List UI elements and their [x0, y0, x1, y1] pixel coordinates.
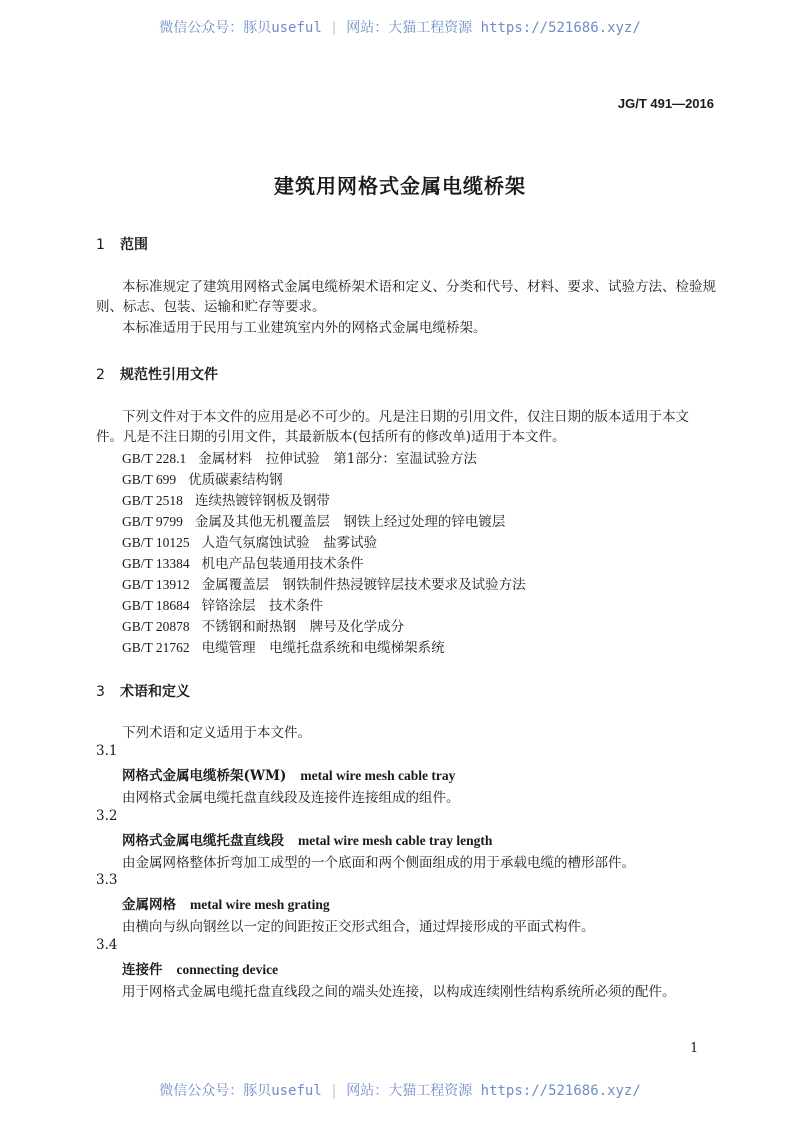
reference-item	[122, 468, 283, 488]
watermark-bottom	[0, 1080, 800, 1100]
term-en: metal wire mesh cable tray	[300, 768, 456, 783]
section-title: 规范性引用文件	[120, 367, 218, 383]
reference-code: GB/T 2518	[122, 493, 183, 508]
watermark-separator: |	[329, 1083, 339, 1099]
watermark-link[interactable]: 网站：大猫工程资源 https://521686.xyz/	[346, 20, 641, 36]
reference-title: 电缆管理 电缆托盘系统和电缆梯架系统	[201, 640, 445, 656]
reference-title: 机电产品包装通用技术条件	[201, 556, 364, 572]
paragraph-line: 则、标志、包装、运输和贮存等要求。	[96, 299, 326, 315]
reference-title: 锌铬涂层 技术条件	[201, 598, 324, 614]
watermark-text: 微信公众号：豚贝useful	[159, 20, 322, 36]
reference-title: 金属材料 拉伸试验 第1部分：室温试验方法	[198, 451, 477, 467]
term-definition: 由横向与纵向钢丝以一定的间距按正交形式组合，通过焊接形成的平面式构件。	[122, 919, 595, 935]
reference-title: 不锈钢和耐热钢 牌号及化学成分	[201, 619, 405, 635]
term-heading	[122, 764, 455, 784]
term-zh: 连接件	[122, 961, 163, 978]
reference-item	[122, 636, 445, 656]
reference-title: 金属覆盖层 钢铁制件热浸镀锌层技术要求及试验方法	[201, 577, 526, 593]
document-title: 建筑用网格式金属电缆桥架	[274, 174, 526, 198]
reference-code: GB/T 21762	[122, 640, 190, 655]
term-zh: 网格式金属电缆托盘直线段	[122, 832, 284, 849]
term-zh: 网格式金属电缆桥架(WM)	[122, 768, 287, 784]
reference-title: 人造气氛腐蚀试验 盐雾试验	[201, 535, 378, 551]
section-number: 3	[96, 684, 105, 700]
reference-code: GB/T 699	[122, 472, 177, 487]
term-definition: 由网格式金属电缆托盘直线段及连接件连接组成的组件。	[122, 790, 460, 806]
term-definition: 由金属网格整体折弯加工成型的一个底面和两个侧面组成的用于承载电缆的槽形部件。	[122, 854, 635, 871]
reference-code: GB/T 20878	[122, 619, 190, 634]
paragraph-line: 本标准适用于民用与工业建筑室内外的网格式金属电缆桥架。	[122, 320, 487, 336]
reference-title: 金属及其他无机覆盖层 钢铁上经过处理的锌电镀层	[194, 514, 506, 530]
term-number: 3.1	[96, 743, 118, 759]
term-en: metal wire mesh grating	[190, 897, 330, 912]
reference-item	[122, 510, 505, 530]
term-heading	[122, 893, 330, 913]
section-2-heading	[96, 364, 218, 384]
reference-title: 优质碳素结构钢	[188, 472, 283, 488]
reference-item	[122, 552, 364, 572]
watermark-link[interactable]: 网站：大猫工程资源 https://521686.xyz/	[346, 1083, 641, 1099]
reference-code: GB/T 18684	[122, 598, 190, 613]
reference-code: GB/T 13912	[122, 577, 190, 592]
standard-code: JG/T 491—2016	[617, 96, 714, 111]
reference-item	[122, 489, 330, 509]
reference-item	[122, 573, 526, 593]
term-definition: 用于网格式金属电缆托盘直线段之间的端头处连接，以构成连续刚性结构系统所必须的配件。	[122, 983, 676, 1000]
term-number: 3.2	[96, 807, 118, 824]
watermark-text: 微信公众号：豚贝useful	[159, 1083, 322, 1099]
page-number: 1	[690, 1041, 699, 1056]
reference-item	[122, 594, 323, 614]
paragraph-line: 本标准规定了建筑用网格式金属电缆桥架术语和定义、分类和代号、材料、要求、试验方法、检验规	[122, 279, 716, 295]
reference-code: GB/T 10125	[122, 535, 190, 550]
term-heading	[122, 958, 278, 978]
reference-item	[122, 615, 404, 635]
section-title: 范围	[120, 237, 148, 253]
term-en: connecting device	[176, 961, 279, 977]
paragraph-line: 下列文件对于本文件的应用是必不可少的。凡是注日期的引用文件，仅注日期的版本适用于本文	[122, 409, 689, 425]
term-en: metal wire mesh cable tray length	[298, 832, 493, 848]
reference-title: 连续热镀锌钢板及钢带	[194, 493, 330, 509]
watermark-separator: |	[329, 20, 339, 36]
section-1-heading	[96, 234, 148, 254]
reference-code: GB/T 13384	[122, 556, 190, 571]
term-number: 3.3	[96, 872, 118, 888]
reference-code: GB/T 9799	[122, 514, 183, 529]
reference-code: GB/T 228.1	[122, 451, 187, 466]
watermark-top	[0, 17, 800, 37]
paragraph-line: 件。凡是不注日期的引用文件，其最新版本(包括所有的修改单)适用于本文件。	[96, 429, 566, 445]
section-number: 2	[96, 367, 105, 383]
section-3-heading	[96, 681, 190, 701]
term-heading	[122, 829, 492, 849]
reference-item	[122, 531, 377, 551]
reference-item	[122, 447, 477, 467]
section-title: 术语和定义	[120, 684, 190, 700]
term-zh: 金属网格	[122, 897, 176, 913]
term-number: 3.4	[96, 936, 118, 953]
paragraph-line: 下列术语和定义适用于本文件。	[122, 725, 311, 741]
section-number: 1	[96, 237, 105, 253]
